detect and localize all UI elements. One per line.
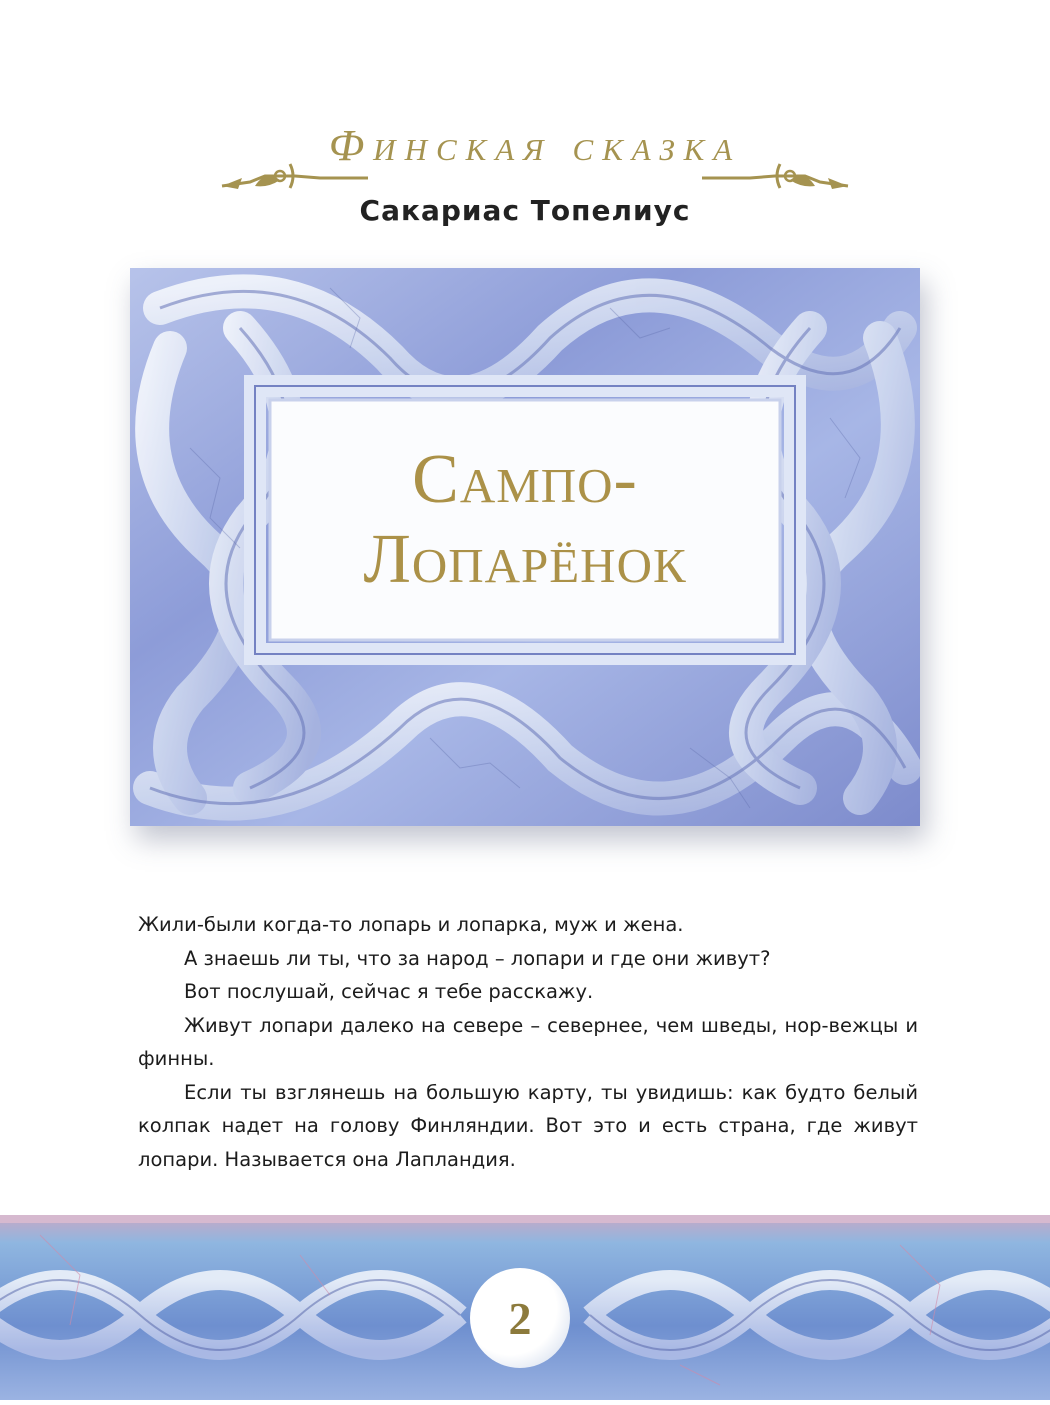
- title-line-2: Лопарёнок: [363, 521, 687, 598]
- genre-label: Финская сказка: [328, 121, 742, 170]
- right-flourish-ornament: [700, 156, 850, 196]
- paragraph: А знаешь ли ты, что за народ – лопари и где они живут?: [184, 946, 771, 970]
- paragraph: Если ты взглянешь на большую карту, ты увидишь: как будто белый колпак надет на голову Финляндии. Вот это и есть страна, где живут лопари. Называется она Лапландия.: [138, 1080, 918, 1171]
- paragraph: Живут лопари далеко на севере – севернее, чем шведы, нор-вежцы и финны.: [138, 1013, 918, 1070]
- story-title: [270, 400, 780, 640]
- paragraph: Жили-были когда-то лопарь и лопарка, муж и жена.: [138, 913, 684, 936]
- page-number-badge: [470, 1268, 570, 1368]
- story-text: [138, 908, 918, 1176]
- page-number: 2: [508, 1292, 532, 1344]
- genre-header: [220, 112, 850, 192]
- paragraph: Вот послушай, сейчас я тебе расскажу.: [184, 980, 594, 1003]
- author-name: Сакариас Топелиус: [359, 194, 691, 227]
- title-line-1: Сампо-: [412, 441, 638, 518]
